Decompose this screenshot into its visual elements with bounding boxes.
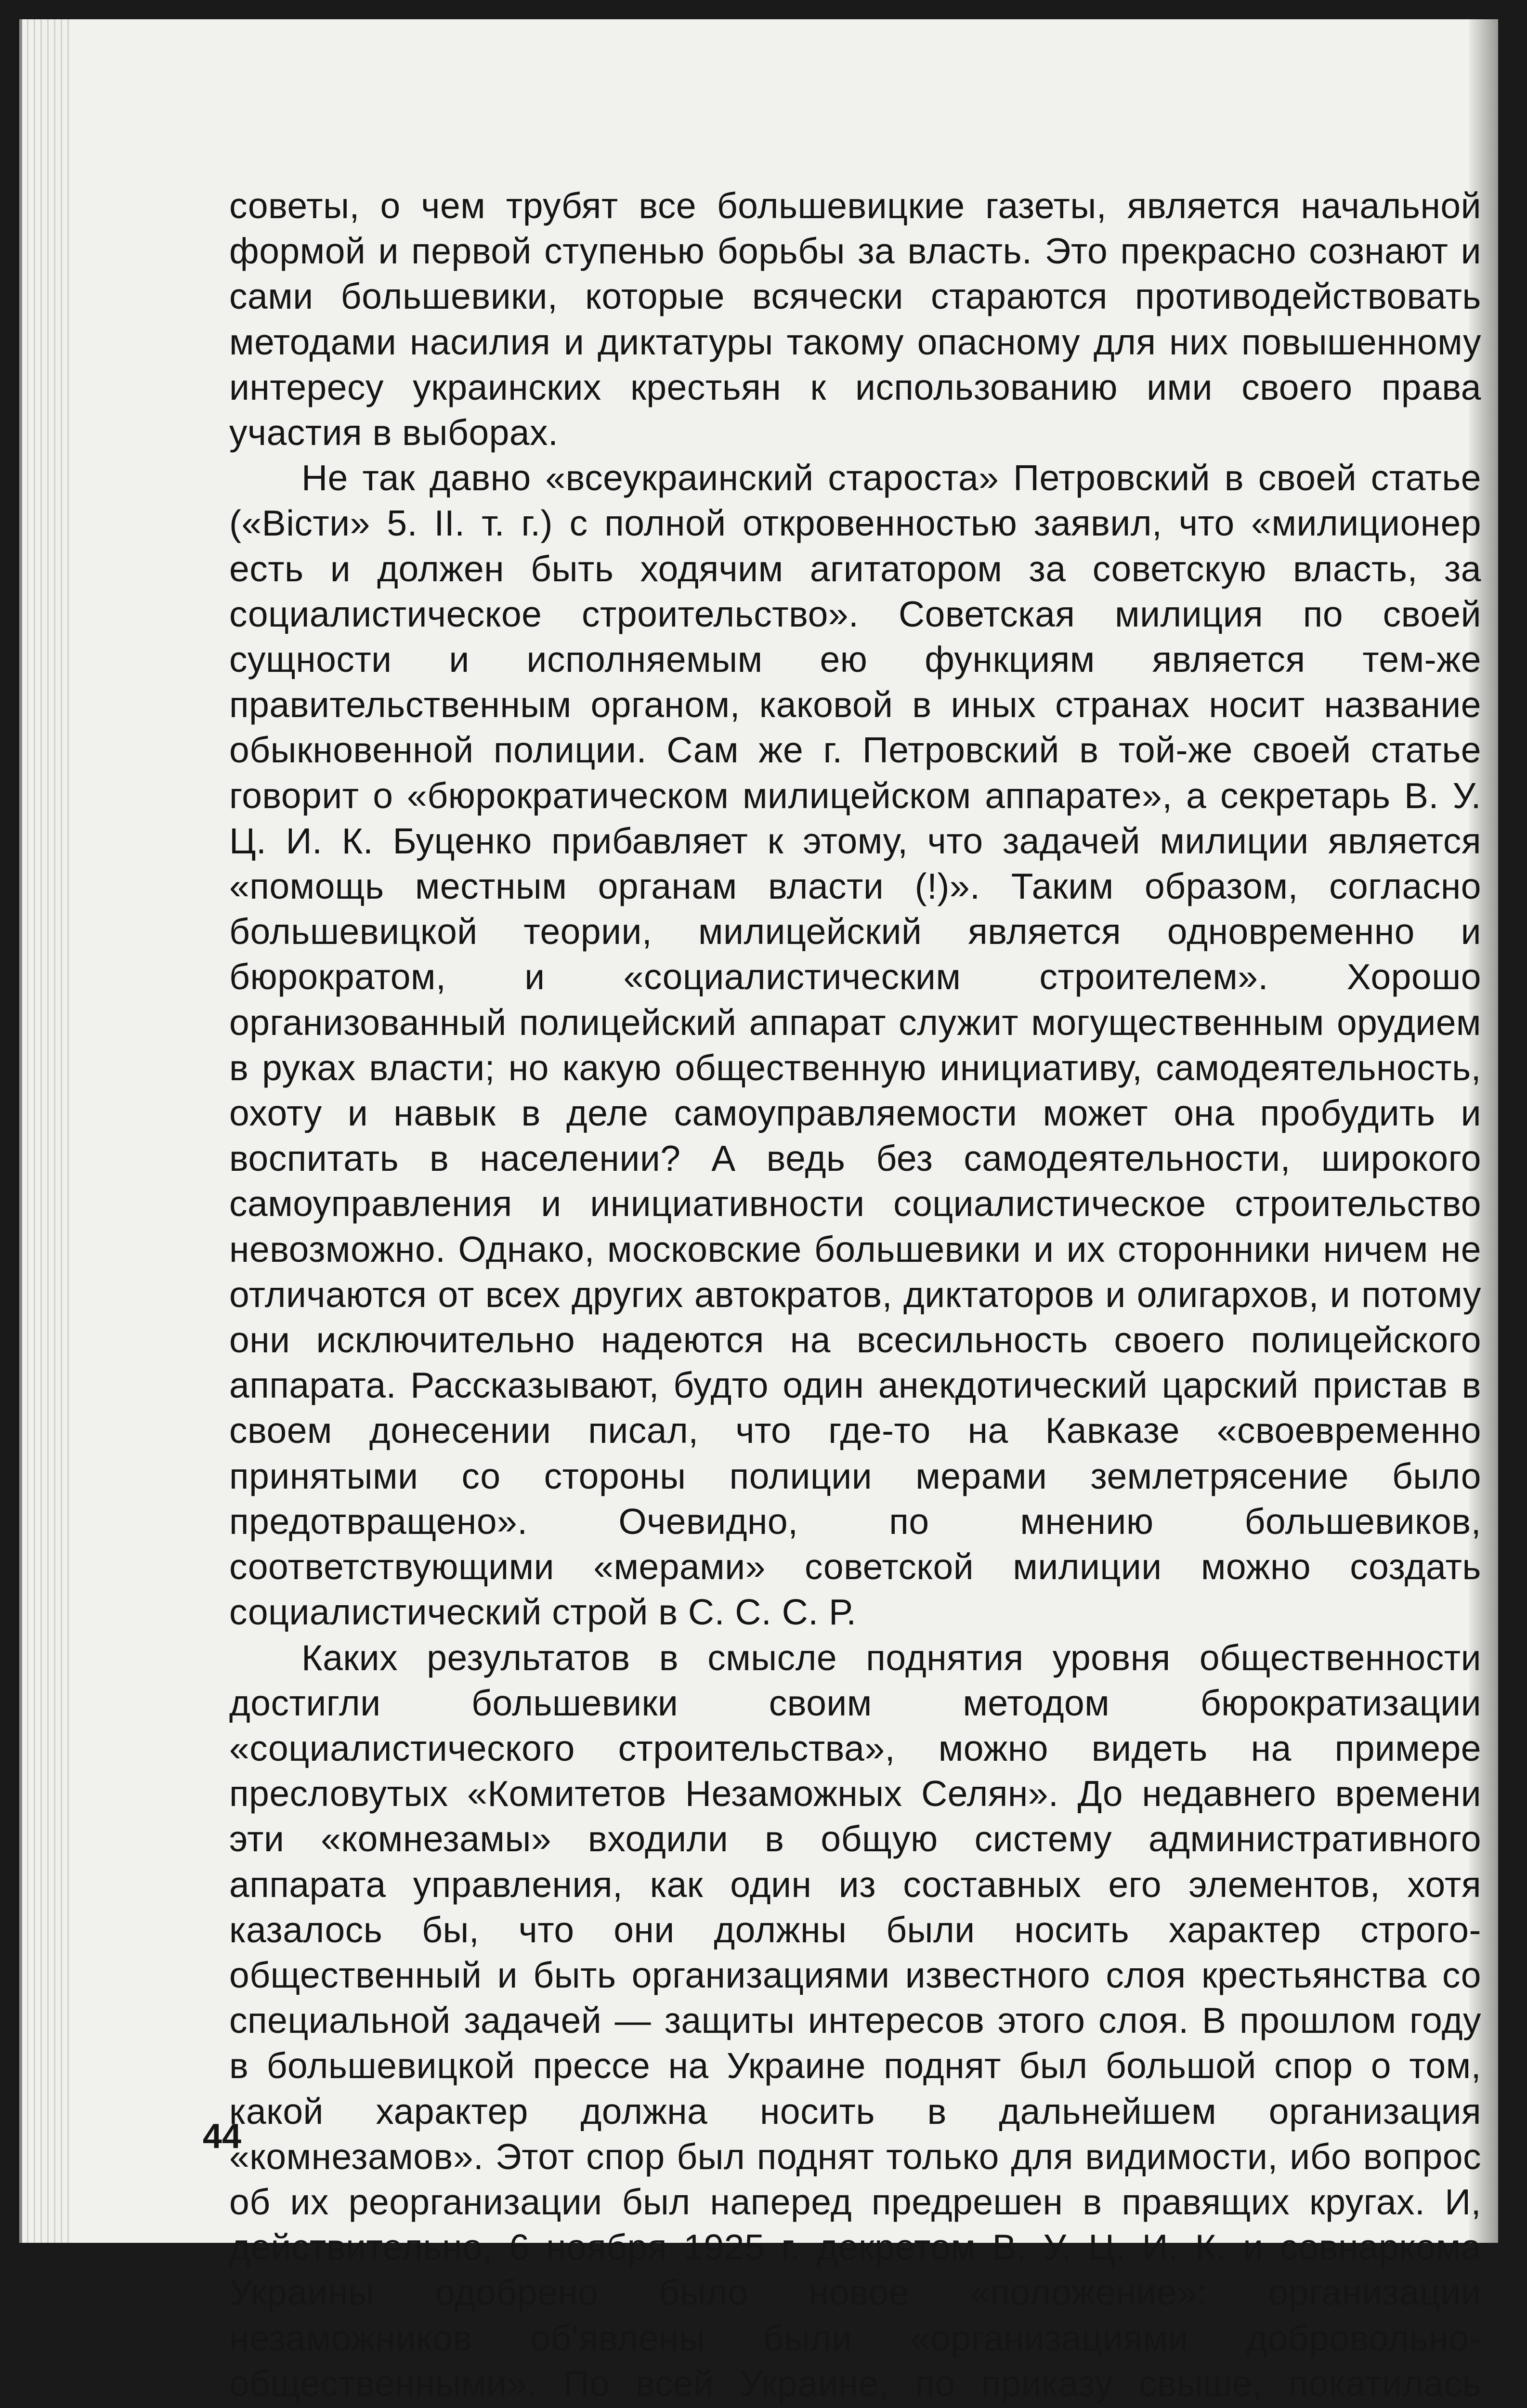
page-edge-stack (27, 19, 70, 2243)
book-page (19, 19, 1498, 2243)
paragraph-1: советы, о чем трубят все большевицкие газеты, является начальной формой и первой ступенью борьбы за власть. Это прекрасно сознают и сами большевики, которые всячески стараются противодействовать методами насилия и диктатуры такому опасному для них повышенному интересу украинских крестьян к использованию ими своего права участия в выборах. (229, 183, 1481, 455)
page-number: 44 (203, 2117, 241, 2156)
paragraph-2: Не так давно «всеукраинский староста» Петровский в своей статье («Вісти» 5. II. т. г.) с полной откровенностью заявил, что «милиционер есть и должен быть ходячим агитатором за советскую власть, за социалистическое строительство». Советская милиция по своей сущности и исполняемым ею функциям является тем-же правительственным органом, каковой в иных странах носит название обыкновенной полиции. Сам же г. Петровский в той-же своей статье говорит о «бюрократическом милицейском аппарате», а секретарь В. У. Ц. И. К. Буценко прибавляет к этому, что задачей милиции является «помощь местным органам власти (!)». Таким образом, согласно большевицкой теории, милицейский является одновременно и бюрократом, и «социалистическим строителем». Хорошо организованный полицейский аппарат служит могущественным орудием в руках власти; но какую общественную инициативу, самодеятельность, охоту и навык в деле самоуправляемости может она пробудить и воспитать в населении? А ведь без самодеятельности, широкого самоуправления и инициативности социалистическое строительство невозможно. Однако, московские большевики и их сторонники ничем не отличаются от всех других автократов, диктаторов и олигархов, и потому они исключительно надеются на всесильность своего полицейского аппарата. Рассказывают, будто один анекдотический царский пристав в своем донесении писал, что где-то на Кавказе «своевременно принятыми со стороны полиции мерами землетрясение было предотвращено». Очевидно, по мнению большевиков, соответствующими «мерами» советской милиции можно создать социалистический строй в С. С. С. Р. (229, 455, 1481, 1635)
paragraph-3: Каких результатов в смысле поднятия уровня общественности достигли большевики своим методом бюрократизации «социалистического строительства», можно видеть на примере пресловутых «Комитетов Незаможных Селян». До недавнего времени эти «комнезамы» входили в общую систему административного аппарата управления, как один из составных его элементов, хотя казалось бы, что они должны были носить характер строго-общественный и быть организациями известного слоя крестьянства со специальной задачей — защиты интересов этого слоя. В прошлом году в большевицкой прессе на Украине поднят был большой спор о том, какой характер должна носить в дальнейшем организация «комнезамов». Этот спор был поднят только для видимости, ибо вопрос об их реорганизации был наперед предрешен в правящих кругах. И, действительно, 6 ноября 1925 г. декретом В. У. Ц. И. К. и совнаркома Украины одобрено было новое «положение»: организации незаможников об'явлены были «организациями добровольно-общественными». По всей Украине, по приказу свыше, покатилась (229, 1635, 1481, 2408)
body-text (229, 183, 1481, 2408)
